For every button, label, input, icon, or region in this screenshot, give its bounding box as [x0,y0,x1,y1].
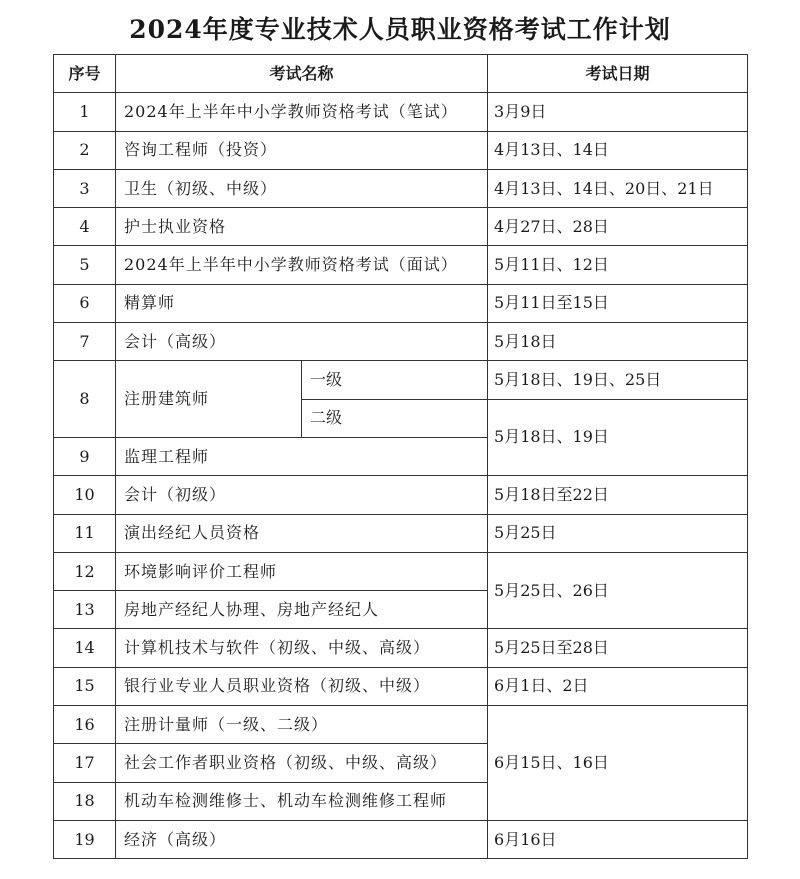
row-number: 19 [54,820,116,858]
exam-name: 2024年上半年中小学教师资格考试（笔试） [116,93,488,131]
exam-name: 2024年上半年中小学教师资格考试（面试） [116,246,488,284]
table-row [54,284,748,322]
row-number: 10 [54,476,116,514]
table-row [54,706,748,744]
table-header-row [54,55,748,93]
row-number: 2 [54,131,116,169]
row-number: 16 [54,706,116,744]
exam-name: 监理工程师 [116,437,488,475]
exam-name: 精算师 [116,284,488,322]
table-row [54,131,748,169]
table-row [54,629,748,667]
exam-date: 5月11日、12日 [488,246,748,284]
table-row [54,552,748,590]
exam-date: 5月11日至15日 [488,284,748,322]
table-row [54,93,748,131]
header-no: 序号 [54,55,116,93]
exam-name: 房地产经纪人协理、房地产经纪人 [116,591,488,629]
row-number: 3 [54,169,116,207]
exam-name: 演出经纪人员资格 [116,514,488,552]
row-number: 14 [54,629,116,667]
exam-date: 3月9日 [488,93,748,131]
table-row [54,208,748,246]
row-number: 9 [54,437,116,475]
exam-name: 注册计量师（一级、二级） [116,706,488,744]
exam-date: 5月18日 [488,323,748,361]
exam-name: 护士执业资格 [116,208,488,246]
exam-name: 经济（高级） [116,820,488,858]
table-row [54,476,748,514]
table-row [54,667,748,705]
table-row [54,323,748,361]
exam-level: 一级 [302,361,488,399]
row-number: 8 [54,361,116,438]
exam-name: 机动车检测维修士、机动车检测维修工程师 [116,782,488,820]
row-number: 1 [54,93,116,131]
row-number: 15 [54,667,116,705]
exam-name: 咨询工程师（投资） [116,131,488,169]
exam-date: 6月1日、2日 [488,667,748,705]
row-number: 12 [54,552,116,590]
row-number: 13 [54,591,116,629]
row-number: 4 [54,208,116,246]
exam-date: 6月15日、16日 [488,706,748,821]
table-row [54,514,748,552]
table-row [54,246,748,284]
row-number: 7 [54,323,116,361]
exam-name: 会计（高级） [116,323,488,361]
table-row [54,361,748,399]
row-number: 17 [54,744,116,782]
exam-name: 卫生（初级、中级） [116,169,488,207]
header-date: 考试日期 [488,55,748,93]
exam-date: 5月18日、19日 [488,399,748,476]
exam-level: 二级 [302,399,488,437]
exam-date: 5月25日、26日 [488,552,748,629]
exam-date: 5月25日 [488,514,748,552]
exam-name: 计算机技术与软件（初级、中级、高级） [116,629,488,667]
exam-schedule-table [53,54,748,859]
exam-date: 4月13日、14日、20日、21日 [488,169,748,207]
exam-date: 6月16日 [488,820,748,858]
header-name: 考试名称 [116,55,488,93]
exam-name: 社会工作者职业资格（初级、中级、高级） [116,744,488,782]
row-number: 6 [54,284,116,322]
exam-date: 5月18日至22日 [488,476,748,514]
row-number: 11 [54,514,116,552]
page-title: 2024年度专业技术人员职业资格考试工作计划 [129,15,671,44]
exam-date: 5月25日至28日 [488,629,748,667]
exam-date: 5月18日、19日、25日 [488,361,748,399]
exam-date: 4月27日、28日 [488,208,748,246]
exam-name: 环境影响评价工程师 [116,552,488,590]
table-row [54,169,748,207]
row-number: 18 [54,782,116,820]
table-row [54,820,748,858]
exam-date: 4月13日、14日 [488,131,748,169]
exam-name: 注册建筑师 [116,361,302,438]
exam-name: 银行业专业人员职业资格（初级、中级） [116,667,488,705]
row-number: 5 [54,246,116,284]
exam-name: 会计（初级） [116,476,488,514]
